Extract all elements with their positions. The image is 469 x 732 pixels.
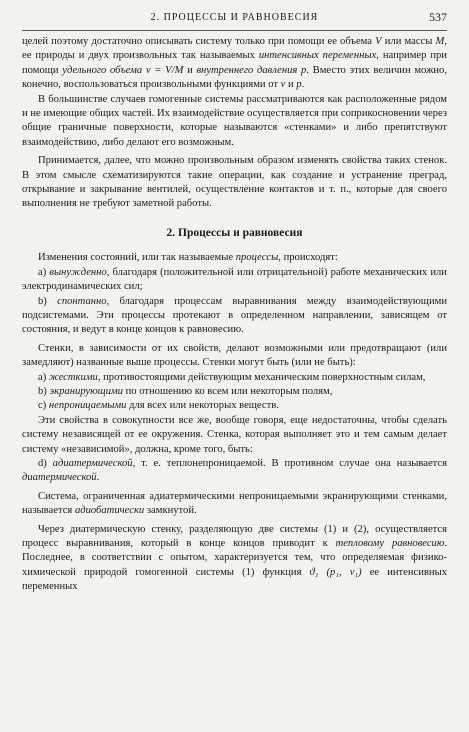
section-heading: 2. Процессы и равновесия	[166, 226, 303, 239]
intro-paragraph-2: В большинстве случаев гомогенные системы рассматриваются как расположенные рядом и не имеющие общих частей. Их взаимодействие осуществляется при соприкосновении через общие граничные поверхности, которые называются «стенками» и либо препятствуют взаимодействию, либо делают его возможным.	[22, 93, 447, 148]
intro-paragraph-1: целей поэтому достаточно описывать систему только при помощи ее объема V или массы M, ее природы и двух произвольных так называемых интенсивных переменных, например при помощи удельного объема v = V/M и внутреннего давления p. Вместо этих величин можно, конечно, воспользоваться произвольными функциями от v и p.	[22, 36, 448, 91]
page-number: 537	[429, 10, 447, 24]
walls-paragraph: Стенки, в зависимости от их свойств, делают возможными или предотвращают (или замедляют) названные выше процессы. Стенки могут быть (или не быть):	[22, 342, 447, 369]
page-body	[22, 35, 447, 595]
wall-item-d: d) адиатермической, т. е. теплонепроницаемой. В противном случае она называется диатермической.	[22, 457, 447, 484]
running-title: 2. ПРОЦЕССЫ И РАВНОВЕСИЯ	[150, 12, 319, 23]
intro-paragraph-3: Принимается, далее, что можно произвольным образом изменять свойства таких стенок. В этом смысле схематизируются такие операции, как создание и устранение преград, открывание и закрывание вентилей, осуществление контактов и т. п., которые для своего выполнения не требуют заметной работы.	[22, 155, 447, 210]
wall-item-a: a) жесткими, противостоящими действующим механическим поверхностным силам,	[38, 371, 426, 383]
process-item-b: b) спонтанно, благодаря процессам выравнивания между взаимодействующими подсистемами. Эти процессы протекают в определенном направлении, зависящем от состояния, и ведут в конце концов к равновесию.	[22, 295, 447, 336]
temperature-function: ϑ₁ (p₁, v₁)	[309, 566, 362, 578]
wall-item-c: c) непроницаемыми для всех или некоторых веществ.	[38, 400, 279, 412]
independence-paragraph: Эти свойства в совокупности все же, вообще говоря, еще недостаточны, чтобы сделать систему независящей от ее окружения. Стенка, которая выполняет это и тем самым делает систему «независимой», должна, кроме того, быть:	[22, 414, 447, 455]
page-header	[22, 6, 447, 31]
thermal-equilibrium-paragraph: Через диатермическую стенку, разделяющую две системы (1) и (2), осуществляется процесс выравнивания, который в конце концов приводит к тепловому равновесию. Последнее, в соответствии с опытом, характеризуется тем, что определяемая физико-химической природой гомогенной системы (1) функция ϑ₁ (p₁, v₁) ее интенсивных переменных	[22, 523, 448, 593]
adiabatic-paragraph: Система, ограниченная адиатермическими непроницаемыми экранирующими стенками, называется адиобатически замкнутой.	[22, 490, 447, 517]
wall-item-b: b) экранирующими по отношению ко всем или некоторым полям,	[38, 385, 333, 397]
specific-volume-formula: v = V/M	[145, 64, 184, 76]
processes-intro: Изменения состояний, или так называемые процессы, происходят:	[38, 252, 338, 264]
process-item-a: a) вынужденно, благодаря (положительной или отрицательной) работе механических или электродинамических сил;	[22, 266, 447, 293]
